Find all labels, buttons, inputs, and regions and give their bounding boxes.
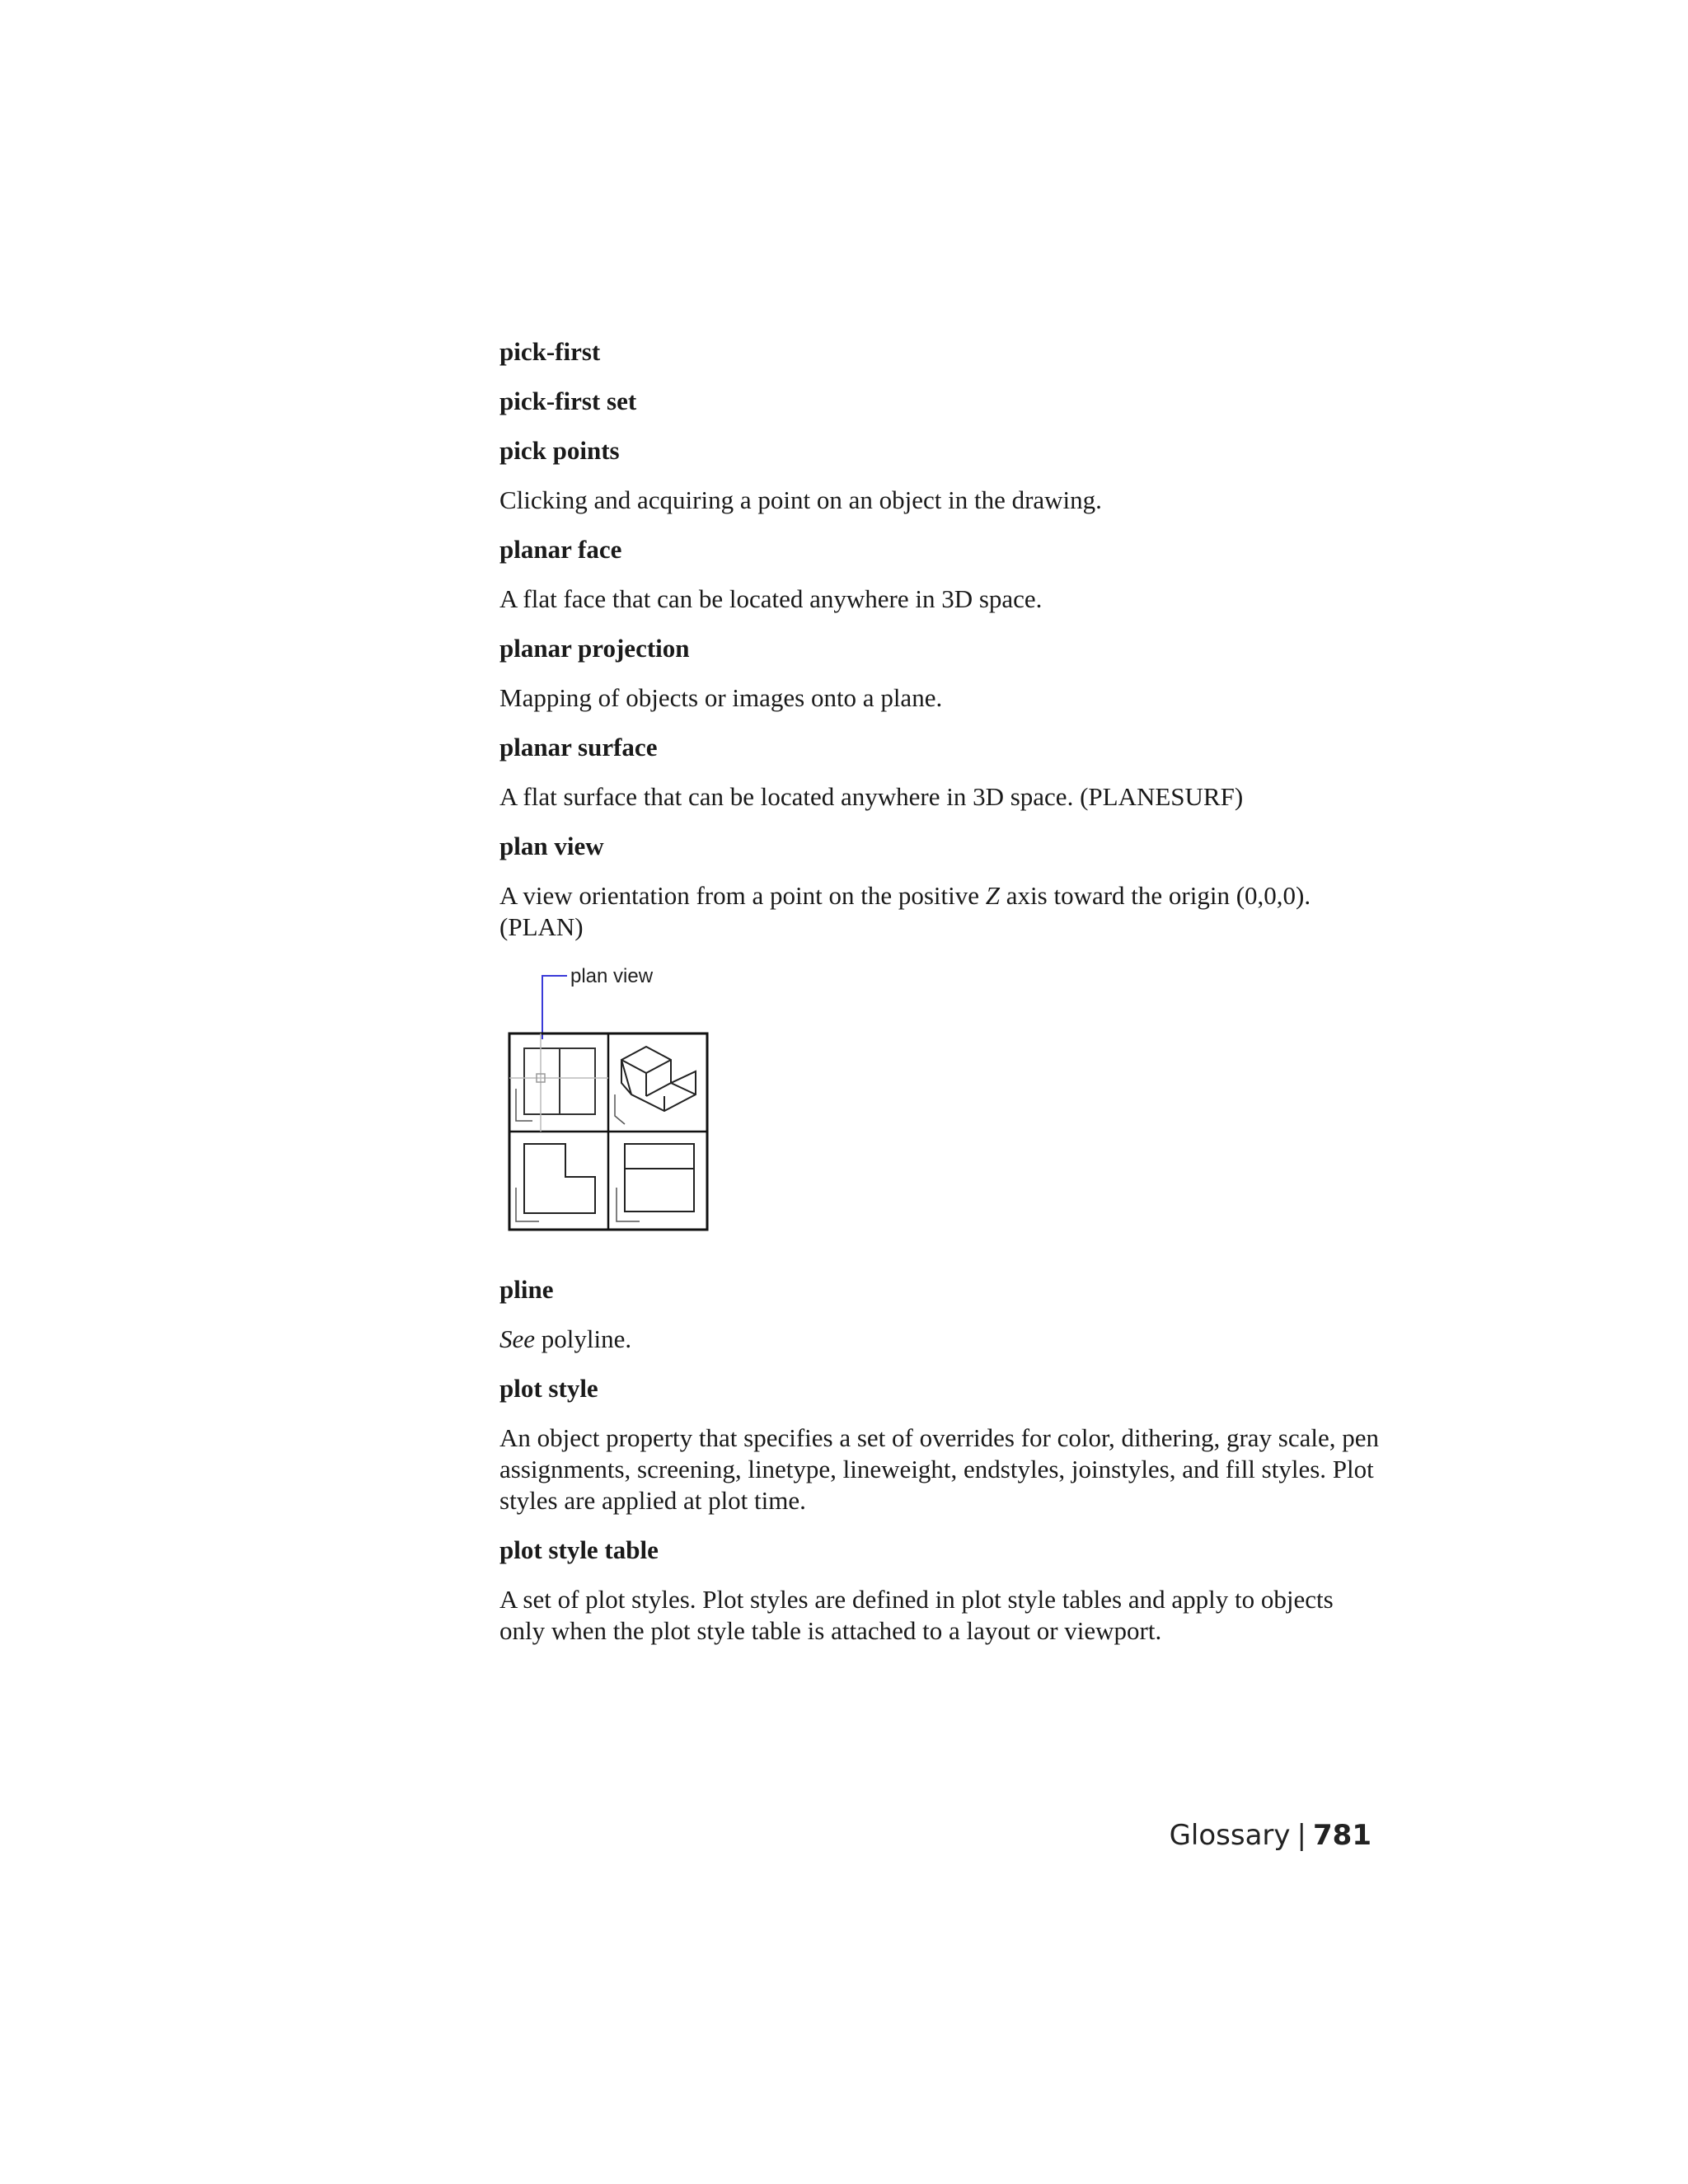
l-shape-viewport xyxy=(516,1144,595,1221)
definition-pick-points: Clicking and acquiring a point on an object in the drawing. xyxy=(499,485,1102,514)
definition-planar-projection: Mapping of objects or images onto a plane. xyxy=(499,683,943,712)
callout-label: plan view xyxy=(570,965,654,987)
isometric-viewport xyxy=(615,1047,696,1124)
plan-view-illustration xyxy=(499,961,714,1241)
term-pick-first: pick-first xyxy=(499,337,601,366)
term-planar-face: planar face xyxy=(499,535,622,564)
page-footer xyxy=(1170,1819,1372,1852)
elevation-viewport xyxy=(617,1144,694,1221)
glossary-content xyxy=(499,336,1381,1665)
plan-view-viewport xyxy=(509,1033,608,1132)
term-planar-projection: planar projection xyxy=(499,634,690,663)
definition-plan-view xyxy=(499,880,1381,943)
definition-plot-style-table: A set of plot styles. Plot styles are defined in plot style tables and apply to objects only when the plot style table is attached to a layout or viewport. xyxy=(499,1585,1334,1645)
footer-separator: | xyxy=(1296,1819,1307,1852)
see-reference: See xyxy=(499,1324,536,1353)
definition-plan-view-axis: Z xyxy=(985,881,1001,910)
term-plot-style-table: plot style table xyxy=(499,1535,659,1564)
term-pick-first-set: pick-first set xyxy=(499,387,637,415)
term-plan-view: plan view xyxy=(499,832,604,860)
definition-plan-view-text-1: A view orientation from a point on the positive xyxy=(499,881,986,910)
plan-view-figure xyxy=(499,961,714,1241)
definition-planar-surface: A flat surface that can be located anywhere in 3D space. (PLANESURF) xyxy=(499,782,1244,811)
term-planar-surface: planar surface xyxy=(499,733,658,762)
footer-section: Glossary xyxy=(1169,1819,1291,1852)
term-pline: pline xyxy=(499,1275,554,1304)
definition-plot-style: An object property that specifies a set of overrides for color, dithering, gray scale, pen assignments, screening, linetype, lineweight, endstyles, joinstyles, and fill styles. Plot styles are applied at plot time. xyxy=(499,1423,1380,1515)
term-pick-points: pick points xyxy=(499,436,620,465)
definition-pline-text: polyline. xyxy=(535,1324,632,1353)
definition-planar-face: A flat face that can be located anywhere in 3D space. xyxy=(499,584,1043,613)
page-number: 781 xyxy=(1313,1819,1372,1852)
definition-pline xyxy=(499,1324,1381,1355)
term-plot-style: plot style xyxy=(499,1374,598,1403)
definition-plan-view-text-2: axis toward the origin (0,0,0). (PLAN) xyxy=(499,881,1311,941)
callout-leader xyxy=(542,976,567,1039)
